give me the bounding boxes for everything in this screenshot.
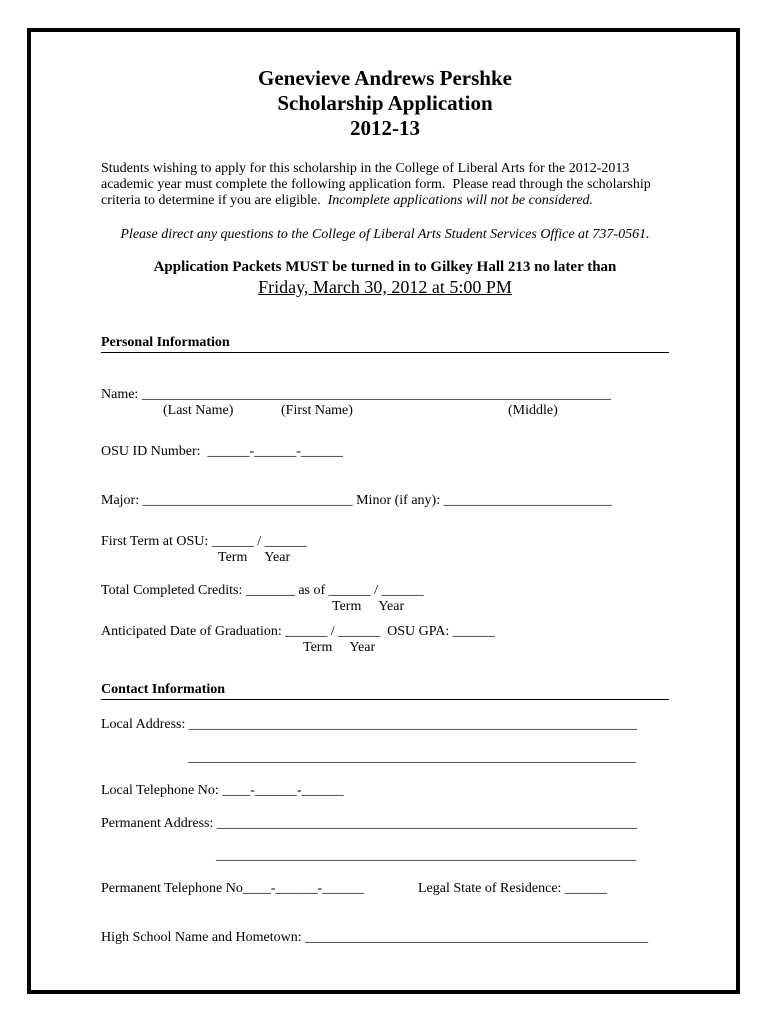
local-telephone-field[interactable]: Local Telephone No: ____-______-______ [101, 783, 344, 798]
credits-term-caption: Term Year [332, 599, 405, 614]
form-title-name: Genevieve Andrews Pershke [258, 66, 512, 90]
first-name-caption: (First Name) [281, 403, 353, 418]
intro-line-3 [101, 193, 593, 209]
permanent-telephone-field[interactable]: Permanent Telephone No____-______-______ [101, 881, 365, 896]
legal-state-field[interactable]: Legal State of Residence: ______ [418, 881, 607, 896]
graduation-term-caption: Term Year [303, 640, 376, 655]
intro-line-3-italic: Incomplete applications will not be considered. [327, 193, 594, 208]
personal-info-heading: Personal Information [101, 335, 230, 350]
contact-info-heading: Contact Information [101, 682, 226, 697]
deadline-line-1: Application Packets MUST be turned in to Gilkey Hall 213 no later than [153, 259, 617, 275]
first-term-field[interactable]: First Term at OSU: ______ / ______ [101, 534, 307, 549]
personal-info-rule [101, 352, 669, 353]
last-name-caption: (Last Name) [163, 403, 234, 418]
high-school-field[interactable]: High School Name and Hometown: _________________________________________________ [101, 930, 649, 945]
contact-info-rule [101, 699, 669, 700]
osu-id-field[interactable]: OSU ID Number: ______-______-______ [101, 444, 343, 459]
local-address-line-2[interactable]: ________________________________________________________________ [188, 750, 636, 765]
graduation-gpa-field[interactable]: Anticipated Date of Graduation: ______ / ______ OSU GPA: ______ [101, 624, 495, 639]
intro-line-1: Students wishing to apply for this scholarship in the College of Liberal Arts for the 2012-2013 [101, 161, 630, 176]
permanent-address-line-2[interactable]: ____________________________________________________________ [216, 848, 636, 863]
intro-line-3-plain: criteria to determine if you are eligible. [101, 193, 328, 208]
form-title-type: Scholarship Application [277, 91, 493, 115]
first-term-caption: Term Year [218, 550, 291, 565]
name-field[interactable]: Name: ___________________________________________________________________ [101, 387, 611, 402]
major-minor-field[interactable]: Major: ______________________________ Minor (if any): ________________________ [101, 493, 612, 508]
permanent-address-field[interactable]: Permanent Address: ____________________________________________________________ [101, 816, 637, 831]
local-address-field[interactable]: Local Address: ________________________________________________________________ [101, 717, 637, 732]
deadline-date: Friday, March 30, 2012 at 5:00 PM [258, 277, 512, 297]
questions-note: Please direct any questions to the College of Liberal Arts Student Services Office at 737-0561. [120, 227, 650, 242]
completed-credits-field[interactable]: Total Completed Credits: _______ as of ______ / ______ [101, 583, 424, 598]
form-title-year: 2012-13 [350, 116, 420, 140]
middle-name-caption: (Middle) [508, 403, 558, 418]
intro-line-2: academic year must complete the following application form. Please read through the scholarship [101, 177, 651, 192]
